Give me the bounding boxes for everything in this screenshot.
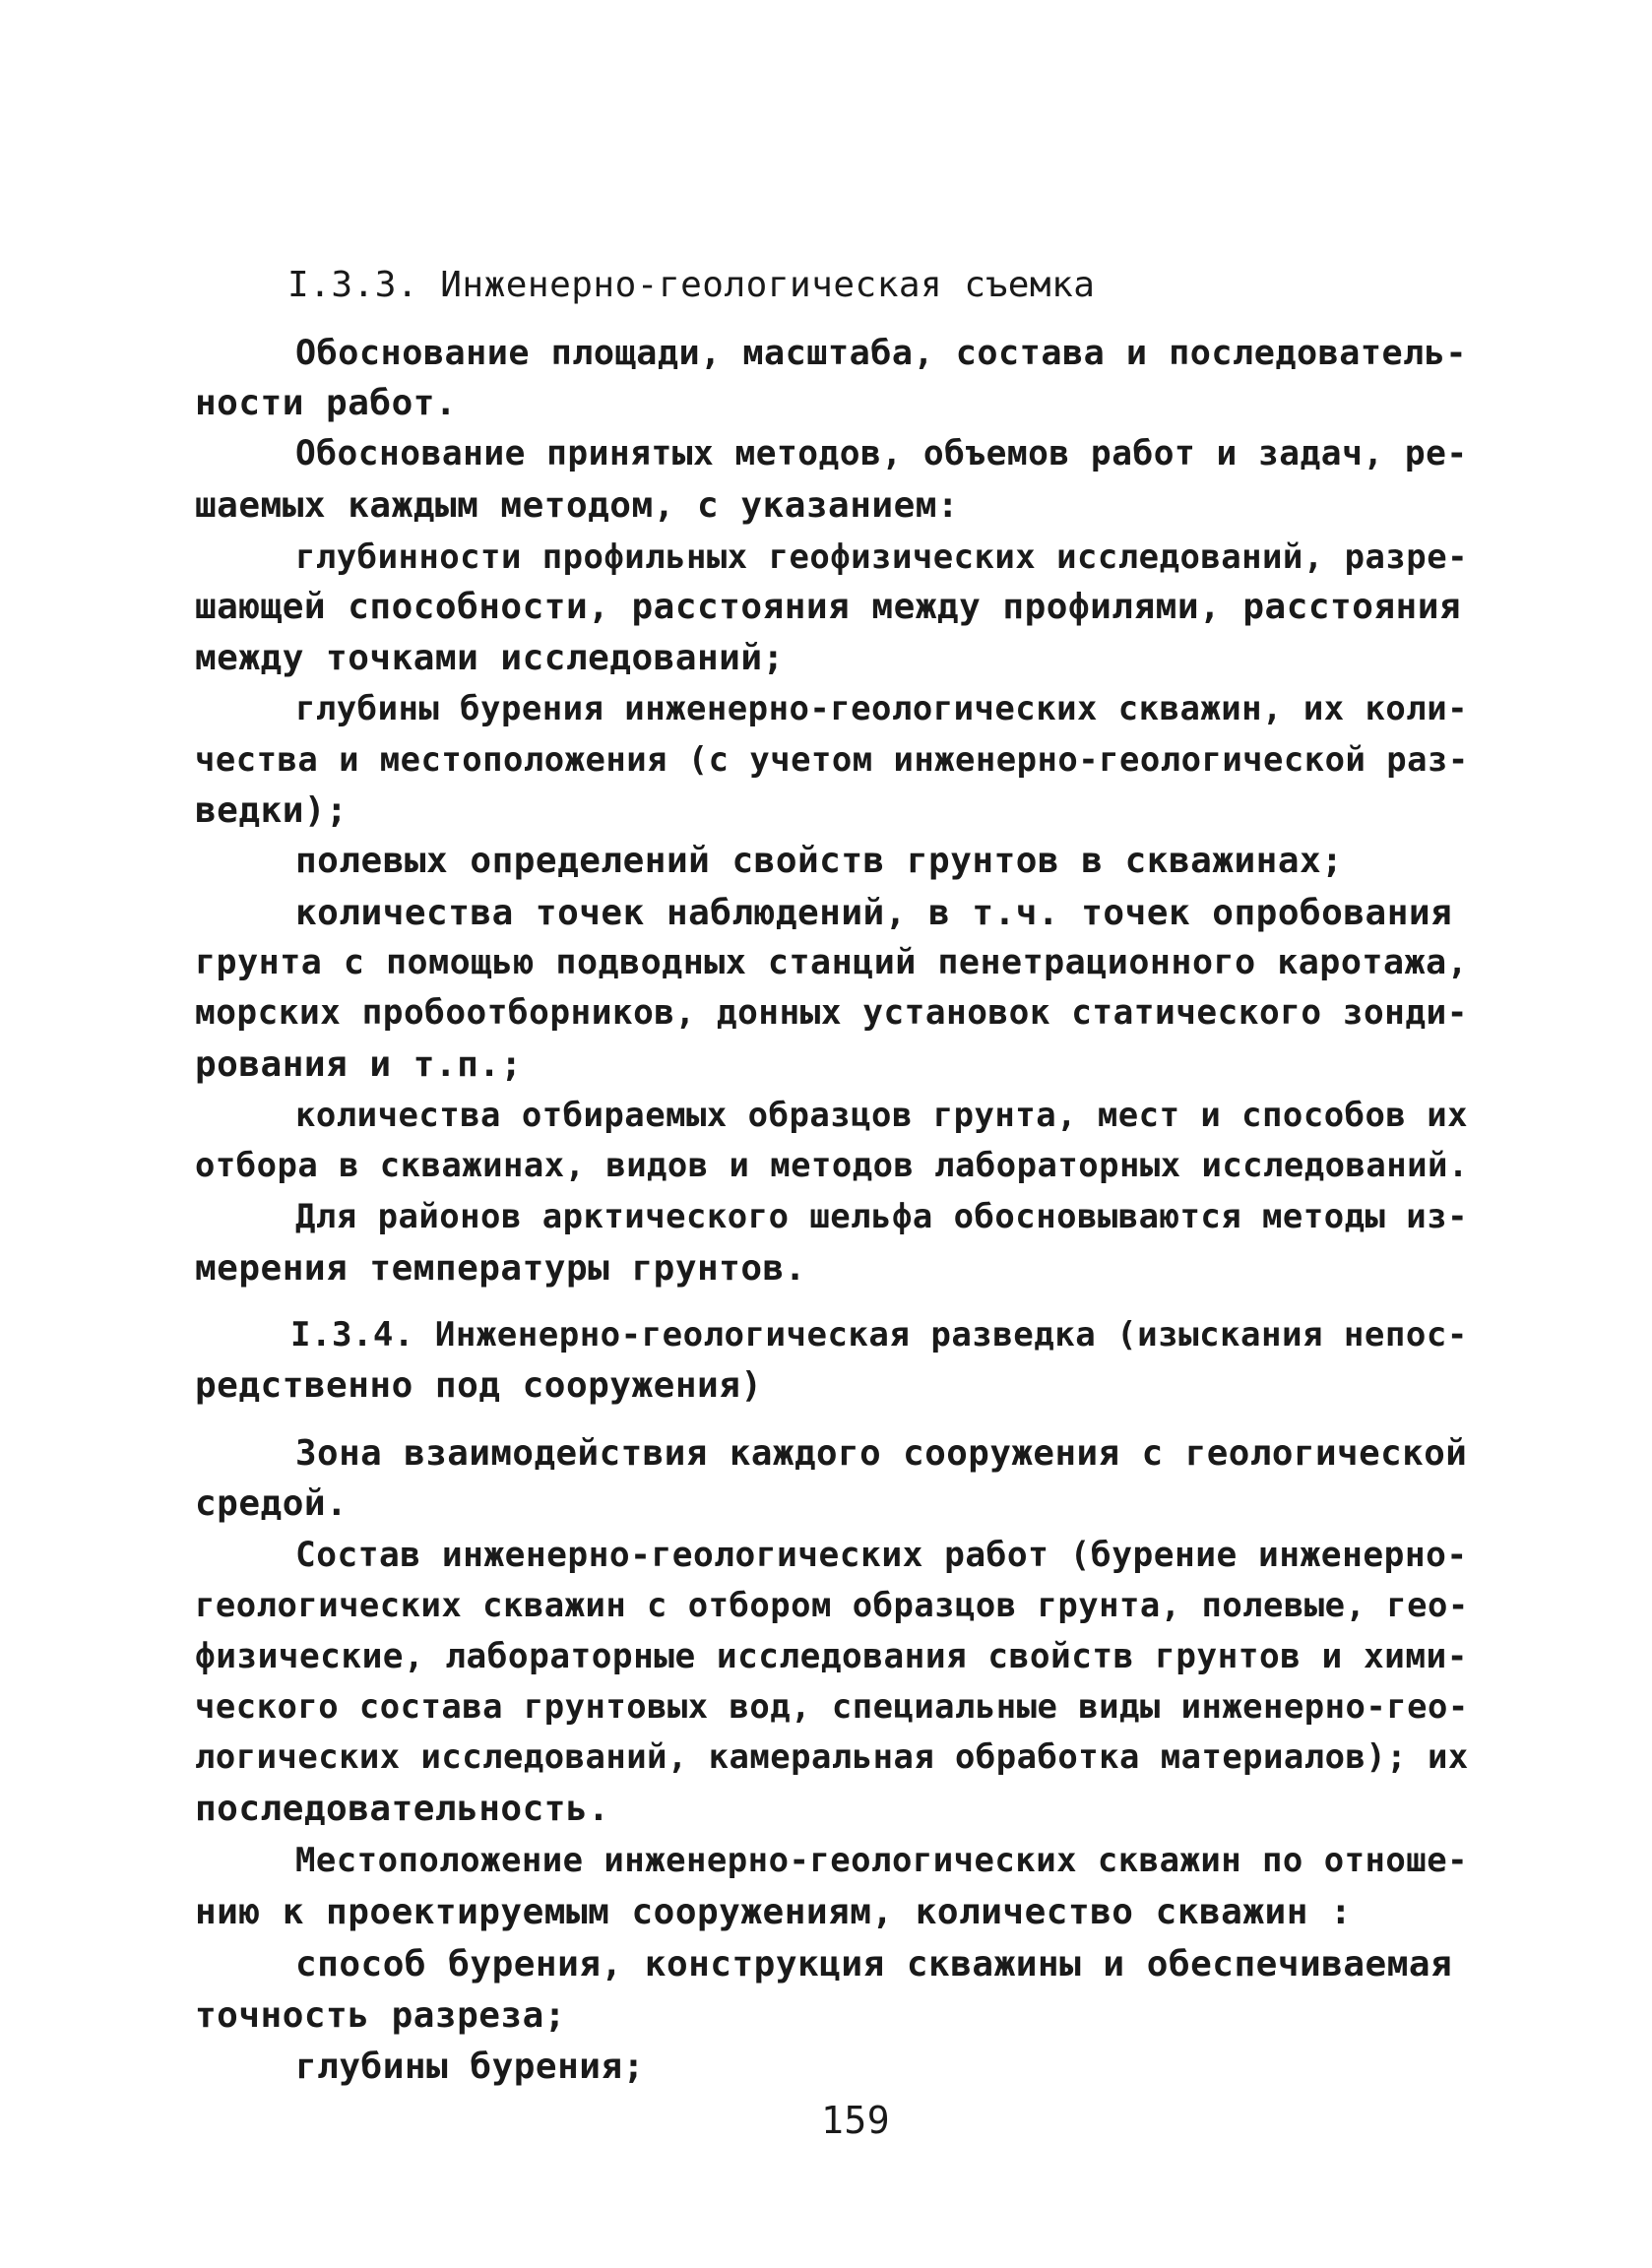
- text-line: логических исследований, камеральная обработка материалов); их: [195, 1737, 1469, 1776]
- text-line: нию к проектируемым сооружениям, количество скважин :: [195, 1892, 1353, 1932]
- text-line: средой.: [195, 1483, 349, 1524]
- section-heading-1-3-3: I.3.3. Инженерно-геологическая съемка: [287, 265, 1096, 305]
- text-line: шаемых каждым методом, с указанием:: [195, 485, 960, 526]
- text-line: Местоположение инженерно-геологических скважин по отноше-: [295, 1841, 1468, 1879]
- text-line: ности работ.: [195, 383, 458, 423]
- text-line: глубины бурения инженерно-геологических скважин, их коли-: [295, 689, 1468, 727]
- text-line: грунта с помощью подводных станций пенетрационного каротажа,: [195, 943, 1469, 982]
- text-line: способ бурения, конструкция скважины и обеспечиваемая: [295, 1944, 1453, 1984]
- text-line: ческого состава грунтовых вод, специальные виды инженерно-гео-: [195, 1687, 1469, 1726]
- text-line: рования и т.п.;: [195, 1044, 523, 1085]
- text-line: точность разреза;: [195, 1995, 566, 2036]
- text-line: Для районов арктического шельфа обосновываются методы из-: [295, 1197, 1468, 1235]
- section-heading-1-3-4: I.3.4. Инженерно-геологическая разведка (изыскания непос-: [290, 1315, 1468, 1354]
- text-line: последовательность.: [195, 1789, 610, 1829]
- text-line: мерения температуры грунтов.: [195, 1248, 806, 1289]
- text-line: геологических скважин с отбором образцов грунта, полевые, гео-: [195, 1586, 1469, 1624]
- text-line: глубины бурения;: [295, 2047, 645, 2087]
- text-line: Зона взаимодействия каждого сооружения с геологической: [295, 1433, 1468, 1474]
- text-line: количества отбираемых образцов грунта, мест и способов их: [295, 1096, 1468, 1134]
- text-line: отбора в скважинах, видов и методов лабораторных исследований.: [195, 1146, 1469, 1184]
- text-line: между точками исследований;: [195, 638, 785, 678]
- page-number: 159: [821, 2099, 891, 2142]
- text-line: редственно под сооружения): [195, 1365, 763, 1406]
- text-line: физические, лабораторные исследования свойств грунтов и хими-: [195, 1637, 1468, 1676]
- text-line: Обоснование принятых методов, объемов работ и задач, ре-: [295, 434, 1468, 473]
- text-line: чества и местоположения (с учетом инженерно-геологической раз-: [195, 740, 1469, 779]
- text-line: глубинности профильных геофизических исследований, разре-: [295, 537, 1468, 576]
- text-line: ведки);: [195, 790, 349, 831]
- text-line: Обоснование площади, масштаба, состава и последователь-: [295, 333, 1468, 373]
- text-line: полевых определений свойств грунтов в скважинах;: [295, 841, 1344, 881]
- text-line: количества точек наблюдений, в т.ч. точек опробования: [295, 893, 1453, 933]
- text-line: морских пробоотборников, донных установок статического зонди-: [195, 993, 1468, 1033]
- text-line: Состав инженерно-геологических работ (бурение инженерно-: [295, 1536, 1468, 1575]
- text-line: шающей способности, расстояния между профилями, расстояния: [195, 587, 1462, 627]
